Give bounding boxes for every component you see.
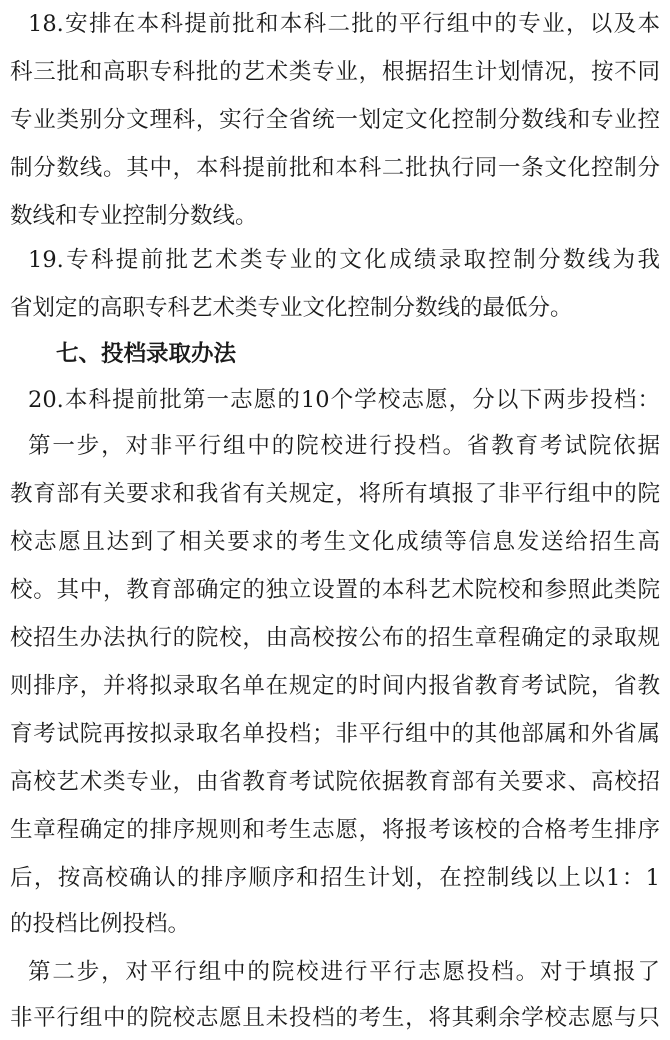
- section-heading-7: 七、投档录取办法: [56, 341, 237, 367]
- paragraph-19-line-1: 19.专科提前批艺术类专业的文化成绩录取控制分数线为我: [28, 247, 660, 273]
- step-1-line-5: 校招生办法执行的院校，由高校按公布的招生章程确定的录取规: [10, 625, 660, 651]
- paragraph-19-line-2: 省划定的高职专科艺术类专业文化控制分数线的最低分。: [10, 295, 573, 321]
- step-2-line-1: 第二步，对平行组中的院校进行平行志愿投档。对于填报了: [28, 959, 660, 985]
- step-1-line-11: 的投档比例投档。: [10, 911, 191, 937]
- step-1-line-8: 高校艺术类专业，由省教育考试院依据教育部有关要求、高校招: [10, 769, 660, 795]
- paragraph-20-line-1: 20.本科提前批第一志愿的10个学校志愿，分以下两步投档：: [28, 387, 660, 413]
- step-1-line-1: 第一步，对非平行组中的院校进行投档。省教育考试院依据: [28, 433, 660, 459]
- paragraph-18-line-5: 数线和专业控制分数线。: [10, 203, 258, 229]
- step-1-line-7: 育考试院再按拟录取名单投档；非平行组中的其他部属和外省属: [10, 721, 660, 747]
- step-1-line-2: 教育部有关要求和我省有关规定，将所有填报了非平行组中的院: [10, 481, 660, 507]
- step-1-line-3: 校志愿且达到了相关要求的考生文化成绩等信息发送给招生高: [10, 529, 660, 555]
- step-1-line-4: 校。其中，教育部确定的独立设置的本科艺术院校和参照此类院: [10, 577, 660, 603]
- paragraph-18-line-4: 制分数线。其中，本科提前批和本科二批执行同一条文化控制分: [10, 155, 660, 181]
- paragraph-18-line-1: 18.安排在本科提前批和本科二批的平行组中的专业，以及本: [28, 11, 660, 37]
- step-1-line-6: 则排序，并将拟录取名单在规定的时间内报省教育考试院，省教: [10, 673, 660, 699]
- step-2-line-2: 非平行组中的院校志愿且未投档的考生，将其剩余学校志愿与只: [10, 1005, 660, 1031]
- paragraph-18-line-3: 专业类别分文理科，实行全省统一划定文化控制分数线和专业控: [10, 107, 660, 133]
- step-1-line-9: 生章程确定的排序规则和考生志愿，将报考该校的合格考生排序: [10, 817, 660, 843]
- paragraph-18-line-2: 科三批和高职专科批的艺术类专业，根据招生计划情况，按不同: [10, 59, 660, 85]
- step-1-line-10: 后，按高校确认的排序顺序和招生计划，在控制线以上以1：1: [10, 865, 660, 891]
